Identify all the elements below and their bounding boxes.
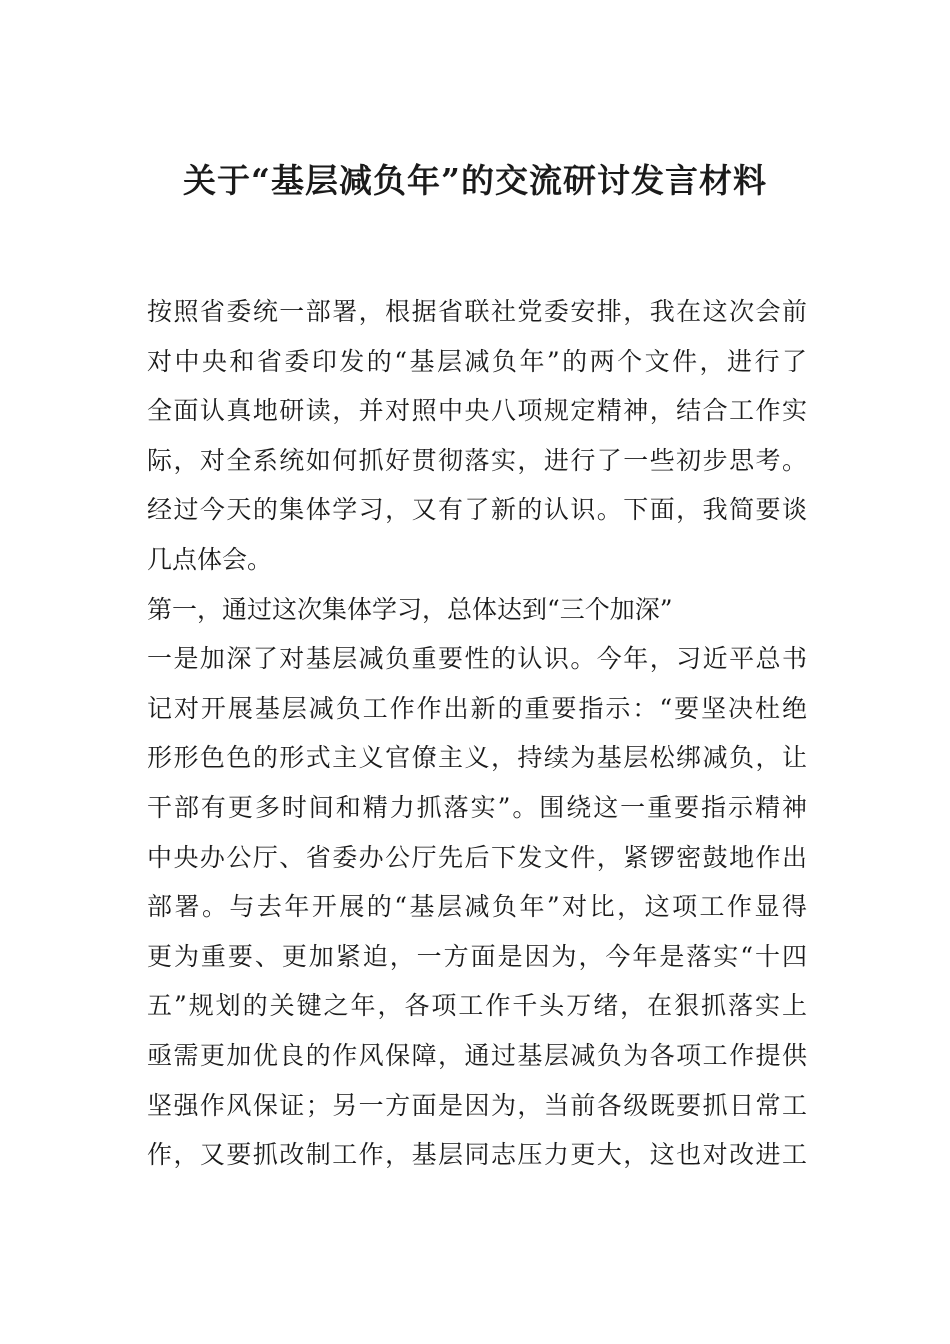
body-line: 形形色色的形式主义官僚主义，持续为基层松绑减负，让 <box>147 743 807 773</box>
body-line: 作，又要抓改制工作，基层同志压力更大，这也对改进工 <box>147 1140 807 1170</box>
body-line: 记对开展基层减负工作作出新的重要指示：“要坚决杜绝 <box>147 693 807 723</box>
body-line: 亟需更加优良的作风保障，通过基层减负为各项工作提供 <box>147 1040 807 1070</box>
body-line: 几点体会。 <box>147 544 273 574</box>
body-line: 经过今天的集体学习，又有了新的认识。下面，我简要谈 <box>147 495 807 525</box>
body-line: 按照省委统一部署，根据省联社党委安排，我在这次会前 <box>147 297 807 326</box>
document-body <box>147 287 807 1180</box>
body-line: 五”规划的关键之年，各项工作千头万绪，在狠抓落实上 <box>147 991 807 1021</box>
body-line: 一是加深了对基层减负重要性的认识。今年，习近平总书 <box>147 644 807 674</box>
body-line: 干部有更多时间和精力抓落实”。围绕这一重要指示精神 <box>147 792 807 822</box>
body-line: 第一，通过这次集体学习，总体达到“三个加深” <box>147 594 673 624</box>
body-line: 对中央和省委印发的“基层减负年”的两个文件，进行了 <box>147 346 807 376</box>
document-title: 关于“基层减负年”的交流研讨发言材料 <box>183 161 767 200</box>
body-line: 坚强作风保证；另一方面是因为，当前各级既要抓日常工 <box>147 1090 807 1120</box>
body-line: 际，对全系统如何抓好贯彻落实，进行了一些初步思考。 <box>147 445 807 475</box>
body-line: 部署。与去年开展的“基层减负年”对比，这项工作显得 <box>147 892 807 922</box>
body-line: 更为重要、更加紧迫，一方面是因为，今年是落实“十四 <box>147 941 807 971</box>
body-line: 中央办公厅、省委办公厅先后下发文件，紧锣密鼓地作出 <box>147 842 807 872</box>
body-line: 全面认真地研读，并对照中央八项规定精神，结合工作实 <box>147 396 807 426</box>
